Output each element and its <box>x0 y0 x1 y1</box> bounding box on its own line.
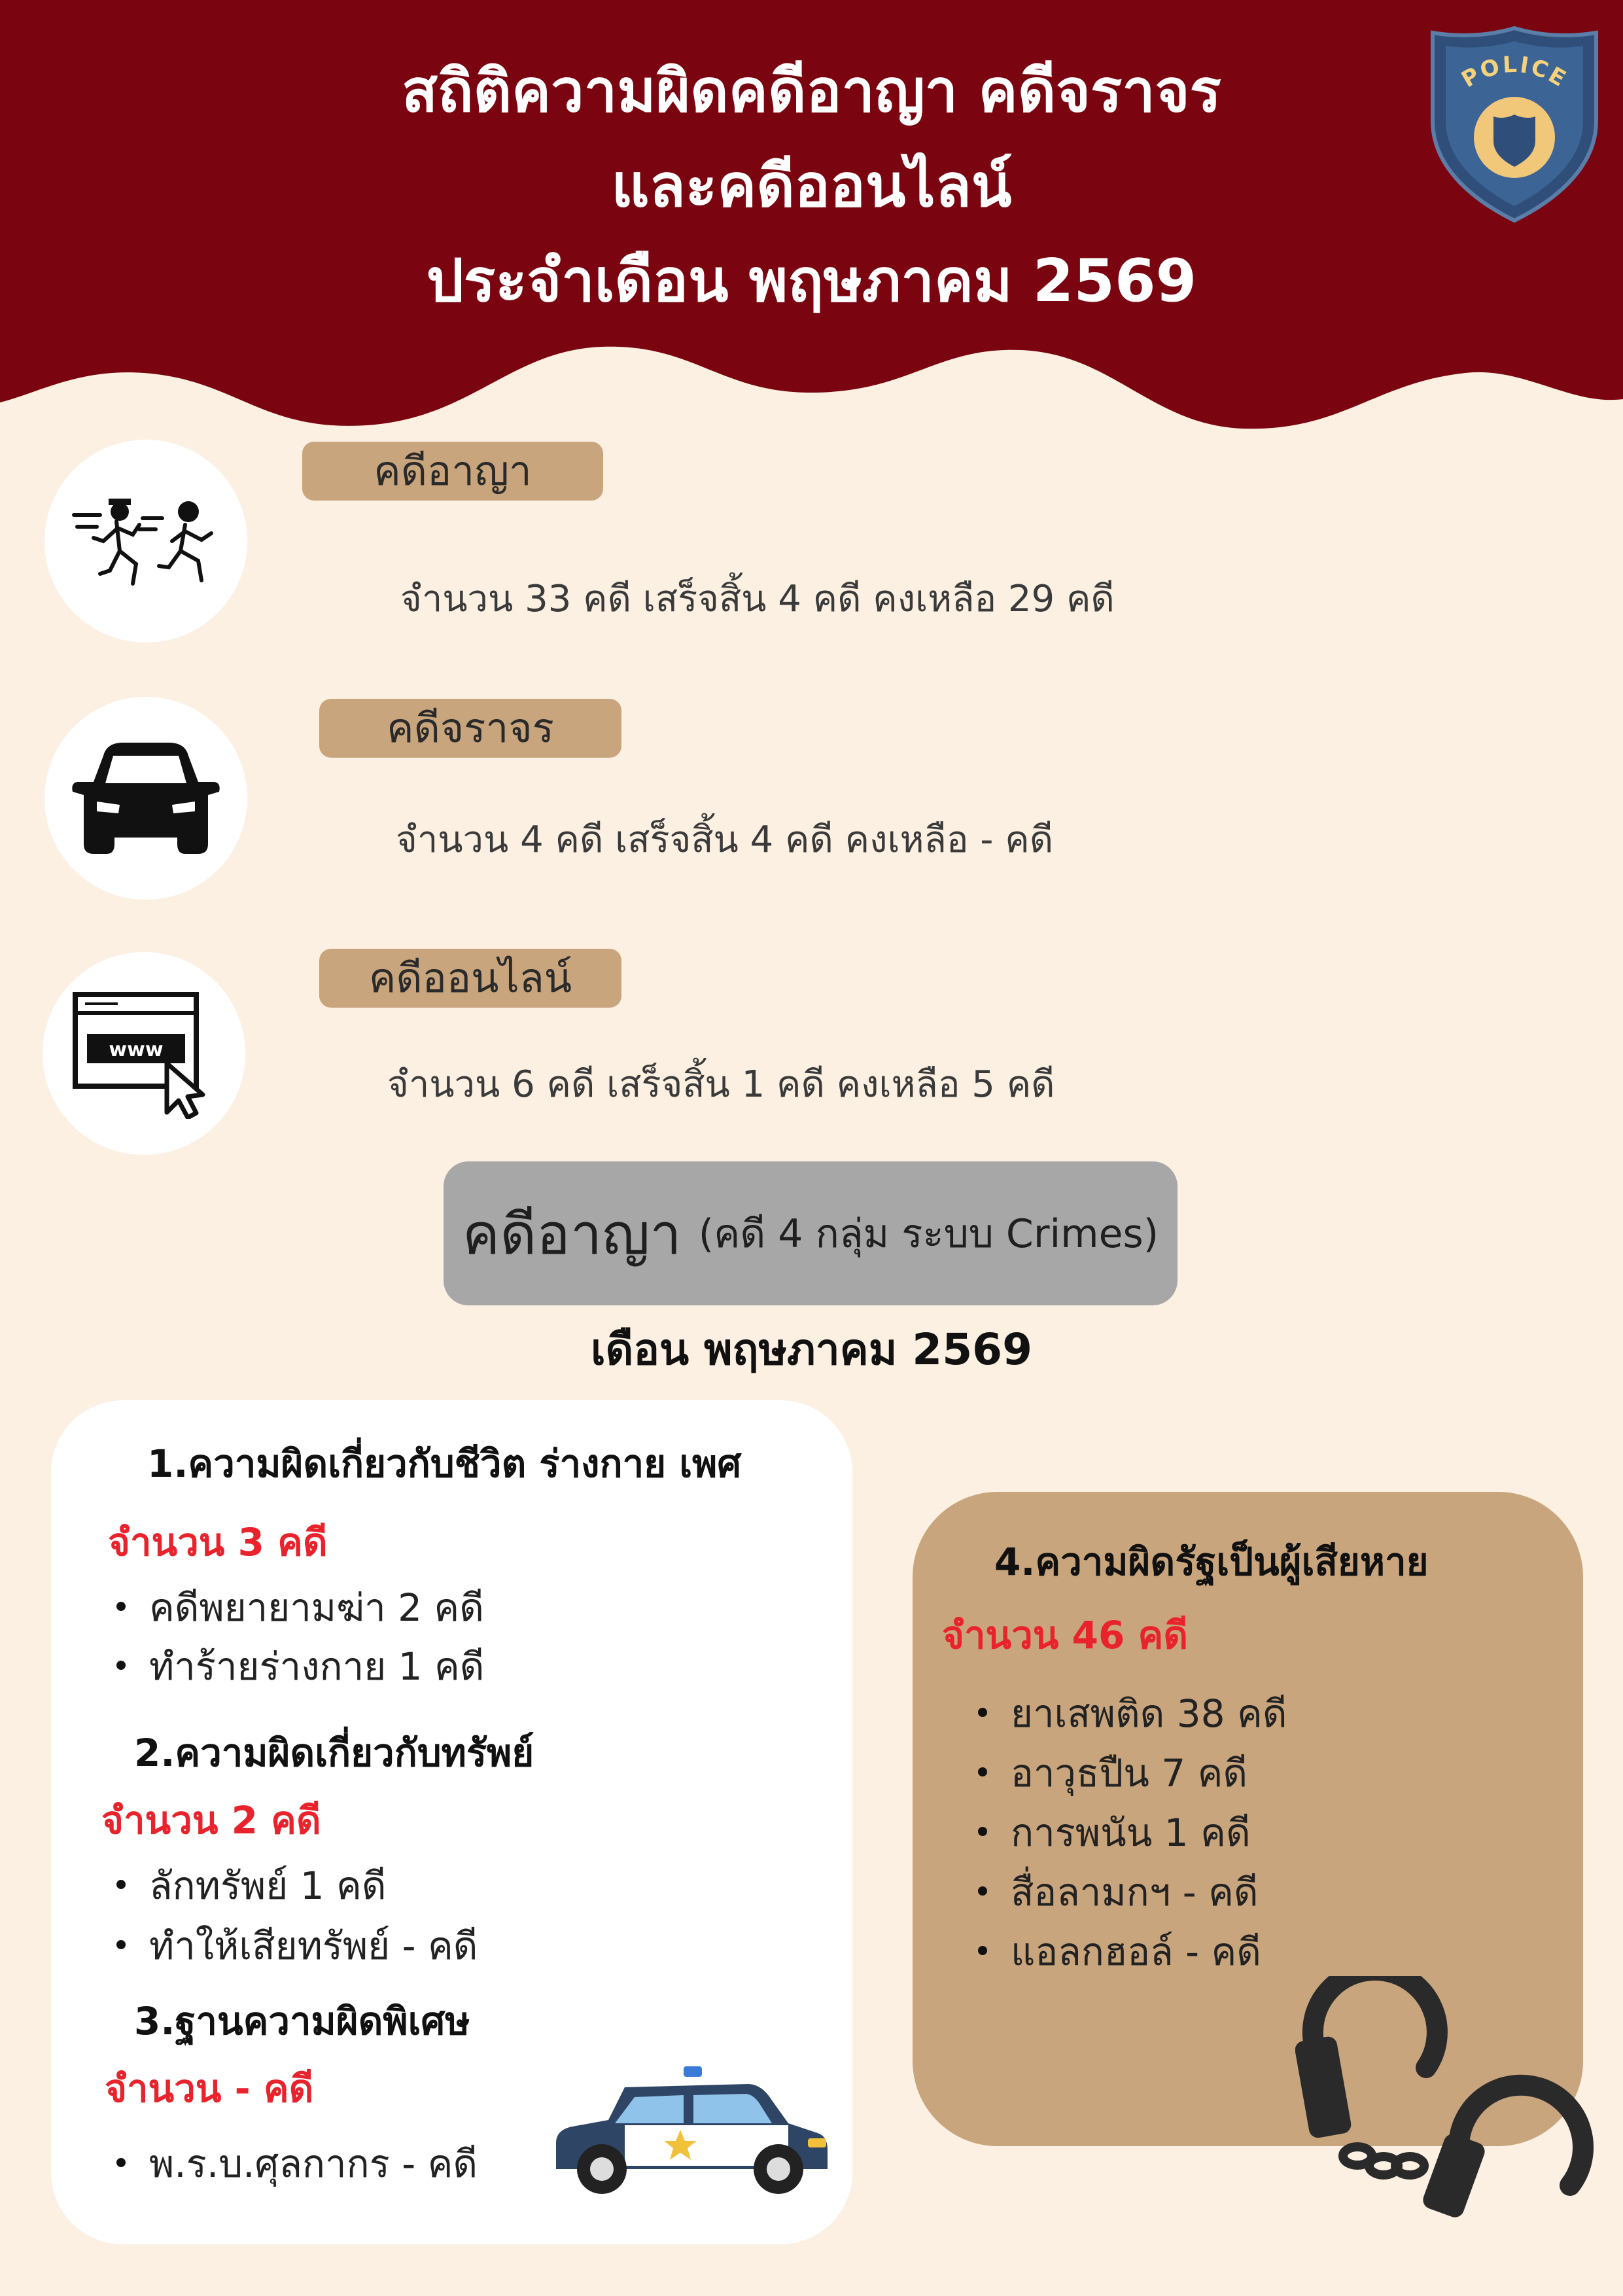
list-item: คดีพยายามฆ่า 2 คดี <box>116 1577 484 1638</box>
group-title-1: 1.ความผิดเกี่ยวกับชีวิต ร่างกาย เพศ <box>147 1441 742 1486</box>
list-item: ลักทรัพย์ 1 คดี <box>116 1855 387 1916</box>
banner-sub-text: (คดี 4 กลุ่ม ระบบ Crimes) <box>698 1210 1159 1257</box>
list-item: การพนัน 1 คดี <box>978 1802 1251 1863</box>
list-item: ทำให้เสียทรัพย์ - คดี <box>116 1915 478 1976</box>
group-count-2: จำนวน 2 คดี <box>101 1798 321 1843</box>
handcuffs-icon <box>1295 1976 1596 2238</box>
criminal-section-banner <box>444 1161 1178 1305</box>
group-title-3: 3.ฐานความผิดพิเศษ <box>134 1999 470 2043</box>
svg-text:www: www <box>109 1038 164 1061</box>
category-icon-criminal <box>44 440 247 643</box>
badge-text: POLICE <box>1457 51 1572 94</box>
title-line-2: และคดีออนไลน์ <box>611 152 1012 221</box>
list-item: ทำร้ายร่างกาย 1 คดี <box>116 1636 484 1697</box>
category-stat-criminal: จำนวน 33 คดี เสร็จสิ้น 4 คดี คงเหลือ 29 คดี <box>400 578 1115 620</box>
title-line-3: ประจำเดือน พฤษภาคม 2569 <box>426 247 1197 315</box>
running-figures-icon <box>71 489 221 593</box>
category-icon-online <box>43 952 245 1155</box>
list-item: พ.ร.บ.ศุลกากร - คดี <box>116 2133 478 2194</box>
title-line-1: สถิติความผิดคดีอาญา คดีจราจร <box>402 57 1221 126</box>
group-count-1: จำนวน 3 คดี <box>108 1520 328 1564</box>
category-label-traffic: คดีจราจร <box>319 699 621 758</box>
category-icon-traffic <box>44 697 247 900</box>
group-title-2: 2.ความผิดเกี่ยวกับทรัพย์ <box>134 1731 534 1775</box>
group-count-4: จำนวน 46 คดี <box>942 1613 1188 1657</box>
list-item: สื่อลามกฯ - คดี <box>978 1862 1259 1922</box>
police-car-icon <box>546 2061 834 2205</box>
browser-www-icon <box>69 988 219 1119</box>
car-icon <box>67 736 224 860</box>
category-stat-online: จำนวน 6 คดี เสร็จสิ้น 1 คดี คงเหลือ 5 คดี <box>387 1063 1055 1106</box>
category-label-criminal: คดีอาญา <box>302 442 603 501</box>
group-title-4: 4.ความผิดรัฐเป็นผู้เสียหาย <box>994 1540 1429 1584</box>
list-item: แอลกฮอล์ - คดี <box>978 1921 1261 1982</box>
list-item: ยาเสพติด 38 คดี <box>978 1683 1287 1744</box>
category-stat-traffic: จำนวน 4 คดี เสร็จสิ้น 4 คดี คงเหลือ - คดี <box>396 819 1054 861</box>
month-subtitle: เดือน พฤษภาคม 2569 <box>590 1324 1033 1375</box>
banner-main-text: คดีอาญา <box>462 1201 682 1267</box>
category-label-online: คดีออนไลน์ <box>319 949 621 1008</box>
group-count-3: จำนวน - คดี <box>105 2066 314 2111</box>
police-badge-icon <box>1423 23 1606 226</box>
list-item: อาวุธปืน 7 คดี <box>978 1742 1248 1803</box>
